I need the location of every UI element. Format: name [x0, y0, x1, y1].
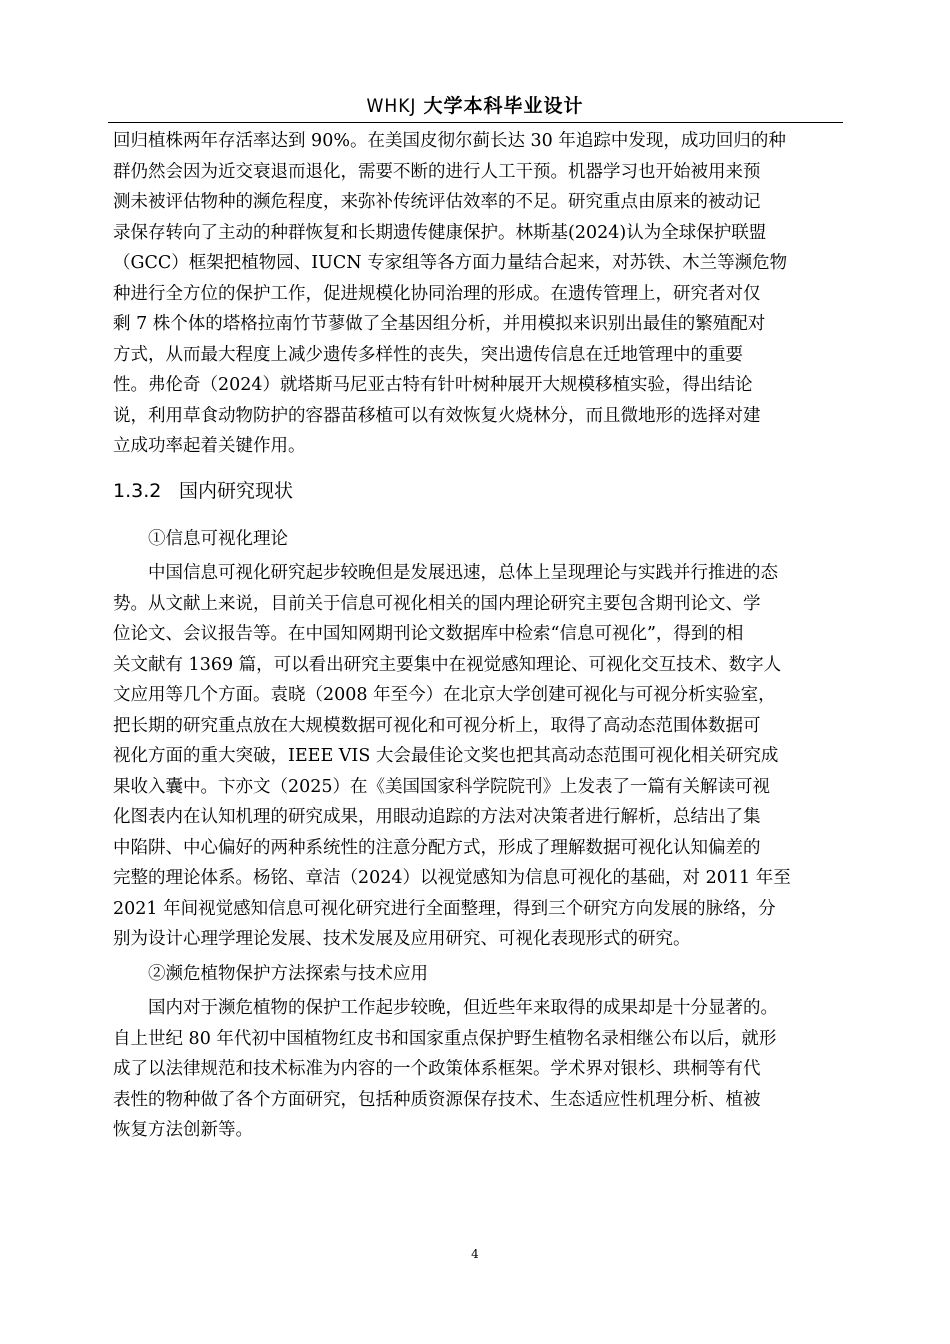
section-title: 国内研究现状	[179, 479, 294, 502]
text-line: 势。从文献上来说，目前关于信息可视化相关的国内理论研究主要包含期刊论文、学	[113, 593, 761, 614]
text-line: 测未被评估物种的濒危程度，来弥补传统评估效率的不足。研究重点由原来的被动记	[113, 192, 761, 212]
text-line: 成了以法律规范和技术标准为内容的一个政策体系框架。学术界对银杉、珙桐等有代	[113, 1059, 761, 1079]
text-line: 恢复方法创新等。	[113, 1120, 253, 1140]
text-line: 视化方面的重大突破，IEEE VIS 大会最佳论文奖也把其高动态范围可视化相关研究成	[113, 746, 779, 766]
text-line: 立成功率起着关键作用。	[113, 436, 306, 456]
page-header	[0, 94, 950, 118]
text-line: 剩 7 株个体的塔格拉南竹节蓼做了全基因组分析，并用模拟来识别出最佳的繁殖配对	[113, 314, 766, 334]
text-line: 把长期的研究重点放在大规模数据可视化和可视分析上，取得了高动态范围体数据可	[113, 715, 761, 736]
text-line: 自上世纪 80 年代初中国植物红皮书和国家重点保护野生植物名录相继公布以后，就形	[113, 1028, 777, 1049]
text-line: 完整的理论体系。杨铭、章洁（2024）以视觉感知为信息可视化的基础，对 2011 年至	[113, 868, 791, 888]
section-heading	[113, 476, 843, 506]
page-body	[113, 126, 843, 1146]
text-line: 表性的物种做了各个方面研究，包括种质资源保存技术、生态适应性机理分析、植被	[113, 1089, 761, 1110]
page-number: 4	[471, 1247, 479, 1261]
text-line: 中国信息可视化研究起步较晚但是发展迅速，总体上呈现理论与实践并行推进的态	[148, 563, 778, 583]
text-line: 2021 年间视觉感知信息可视化研究进行全面整理，得到三个研究方向发展的脉络，分	[113, 898, 776, 919]
text-line: 性。弗伦奇（2024）就塔斯马尼亚古特有针叶树种展开大规模移植实验，得出结论	[113, 375, 753, 395]
text-line: （GCC）框架把植物园、IUCN 专家组等各方面力量结合起来，对苏铁、木兰等濒危物	[113, 253, 788, 273]
text-line: 国内对于濒危植物的保护工作起步较晚，但近些年来取得的成果却是十分显著的。	[148, 998, 778, 1018]
paragraph-plant-protection	[113, 993, 843, 1146]
section-number: 1.3.2	[113, 479, 162, 502]
text-line: 位论文、会议报告等。在中国知网期刊论文数据库中检索“信息可视化”，得到的相	[113, 624, 744, 644]
text-line: 群仍然会因为近交衰退而退化，需要不断的进行人工干预。机器学习也开始被用来预	[113, 161, 761, 182]
subheading-plant-protection: ②濒危植物保护方法探索与技术应用	[148, 963, 428, 984]
paragraph-visualization	[113, 558, 843, 955]
text-line: 说，利用草食动物防护的容器苗移植可以有效恢复火烧林分，而且微地形的选择对建	[113, 405, 761, 426]
text-line: 中陷阱、中心偏好的两种系统性的注意分配方式，形成了理解数据可视化认知偏差的	[113, 837, 761, 858]
text-line: 化图表内在认知机理的研究成果，用眼动追踪的方法对决策者进行解析，总结出了集	[113, 807, 761, 827]
text-line: 别为设计心理学理论发展、技术发展及应用研究、可视化表现形式的研究。	[113, 929, 691, 949]
header-school: 大学本科毕业设计	[423, 95, 584, 117]
paragraph-continued	[113, 126, 843, 462]
text-line: 种进行全方位的保护工作，促进规模化协同治理的形成。在遗传管理上，研究者对仅	[113, 283, 761, 304]
text-line: 录保存转向了主动的种群恢复和长期遗传健康保护。林斯基(2024)认为全球保护联盟	[113, 222, 767, 243]
subheading-visualization-theory: ①信息可视化理论	[148, 528, 288, 549]
text-line: 回归植株两年存活率达到 90%。在美国皮彻尔蓟长达 30 年追踪中发现，成功回归的种	[113, 131, 786, 151]
text-line: 文应用等几个方面。袁晓（2008 年至今）在北京大学创建可视化与可视分析实验室，	[113, 685, 776, 705]
text-line: 果收入囊中。卞亦文（2025）在《美国国家科学院院刊》上发表了一篇有关解读可视	[113, 776, 771, 797]
text-line: 关文献有 1369 篇，可以看出研究主要集中在视觉感知理论、可视化交互技术、数字人	[113, 654, 782, 675]
text-line: 方式，从而最大程度上减少遗传多样性的丧失，突出遗传信息在迁地管理中的重要	[113, 344, 743, 365]
header-rule	[108, 122, 843, 123]
header-code: WHKJ	[366, 95, 417, 117]
